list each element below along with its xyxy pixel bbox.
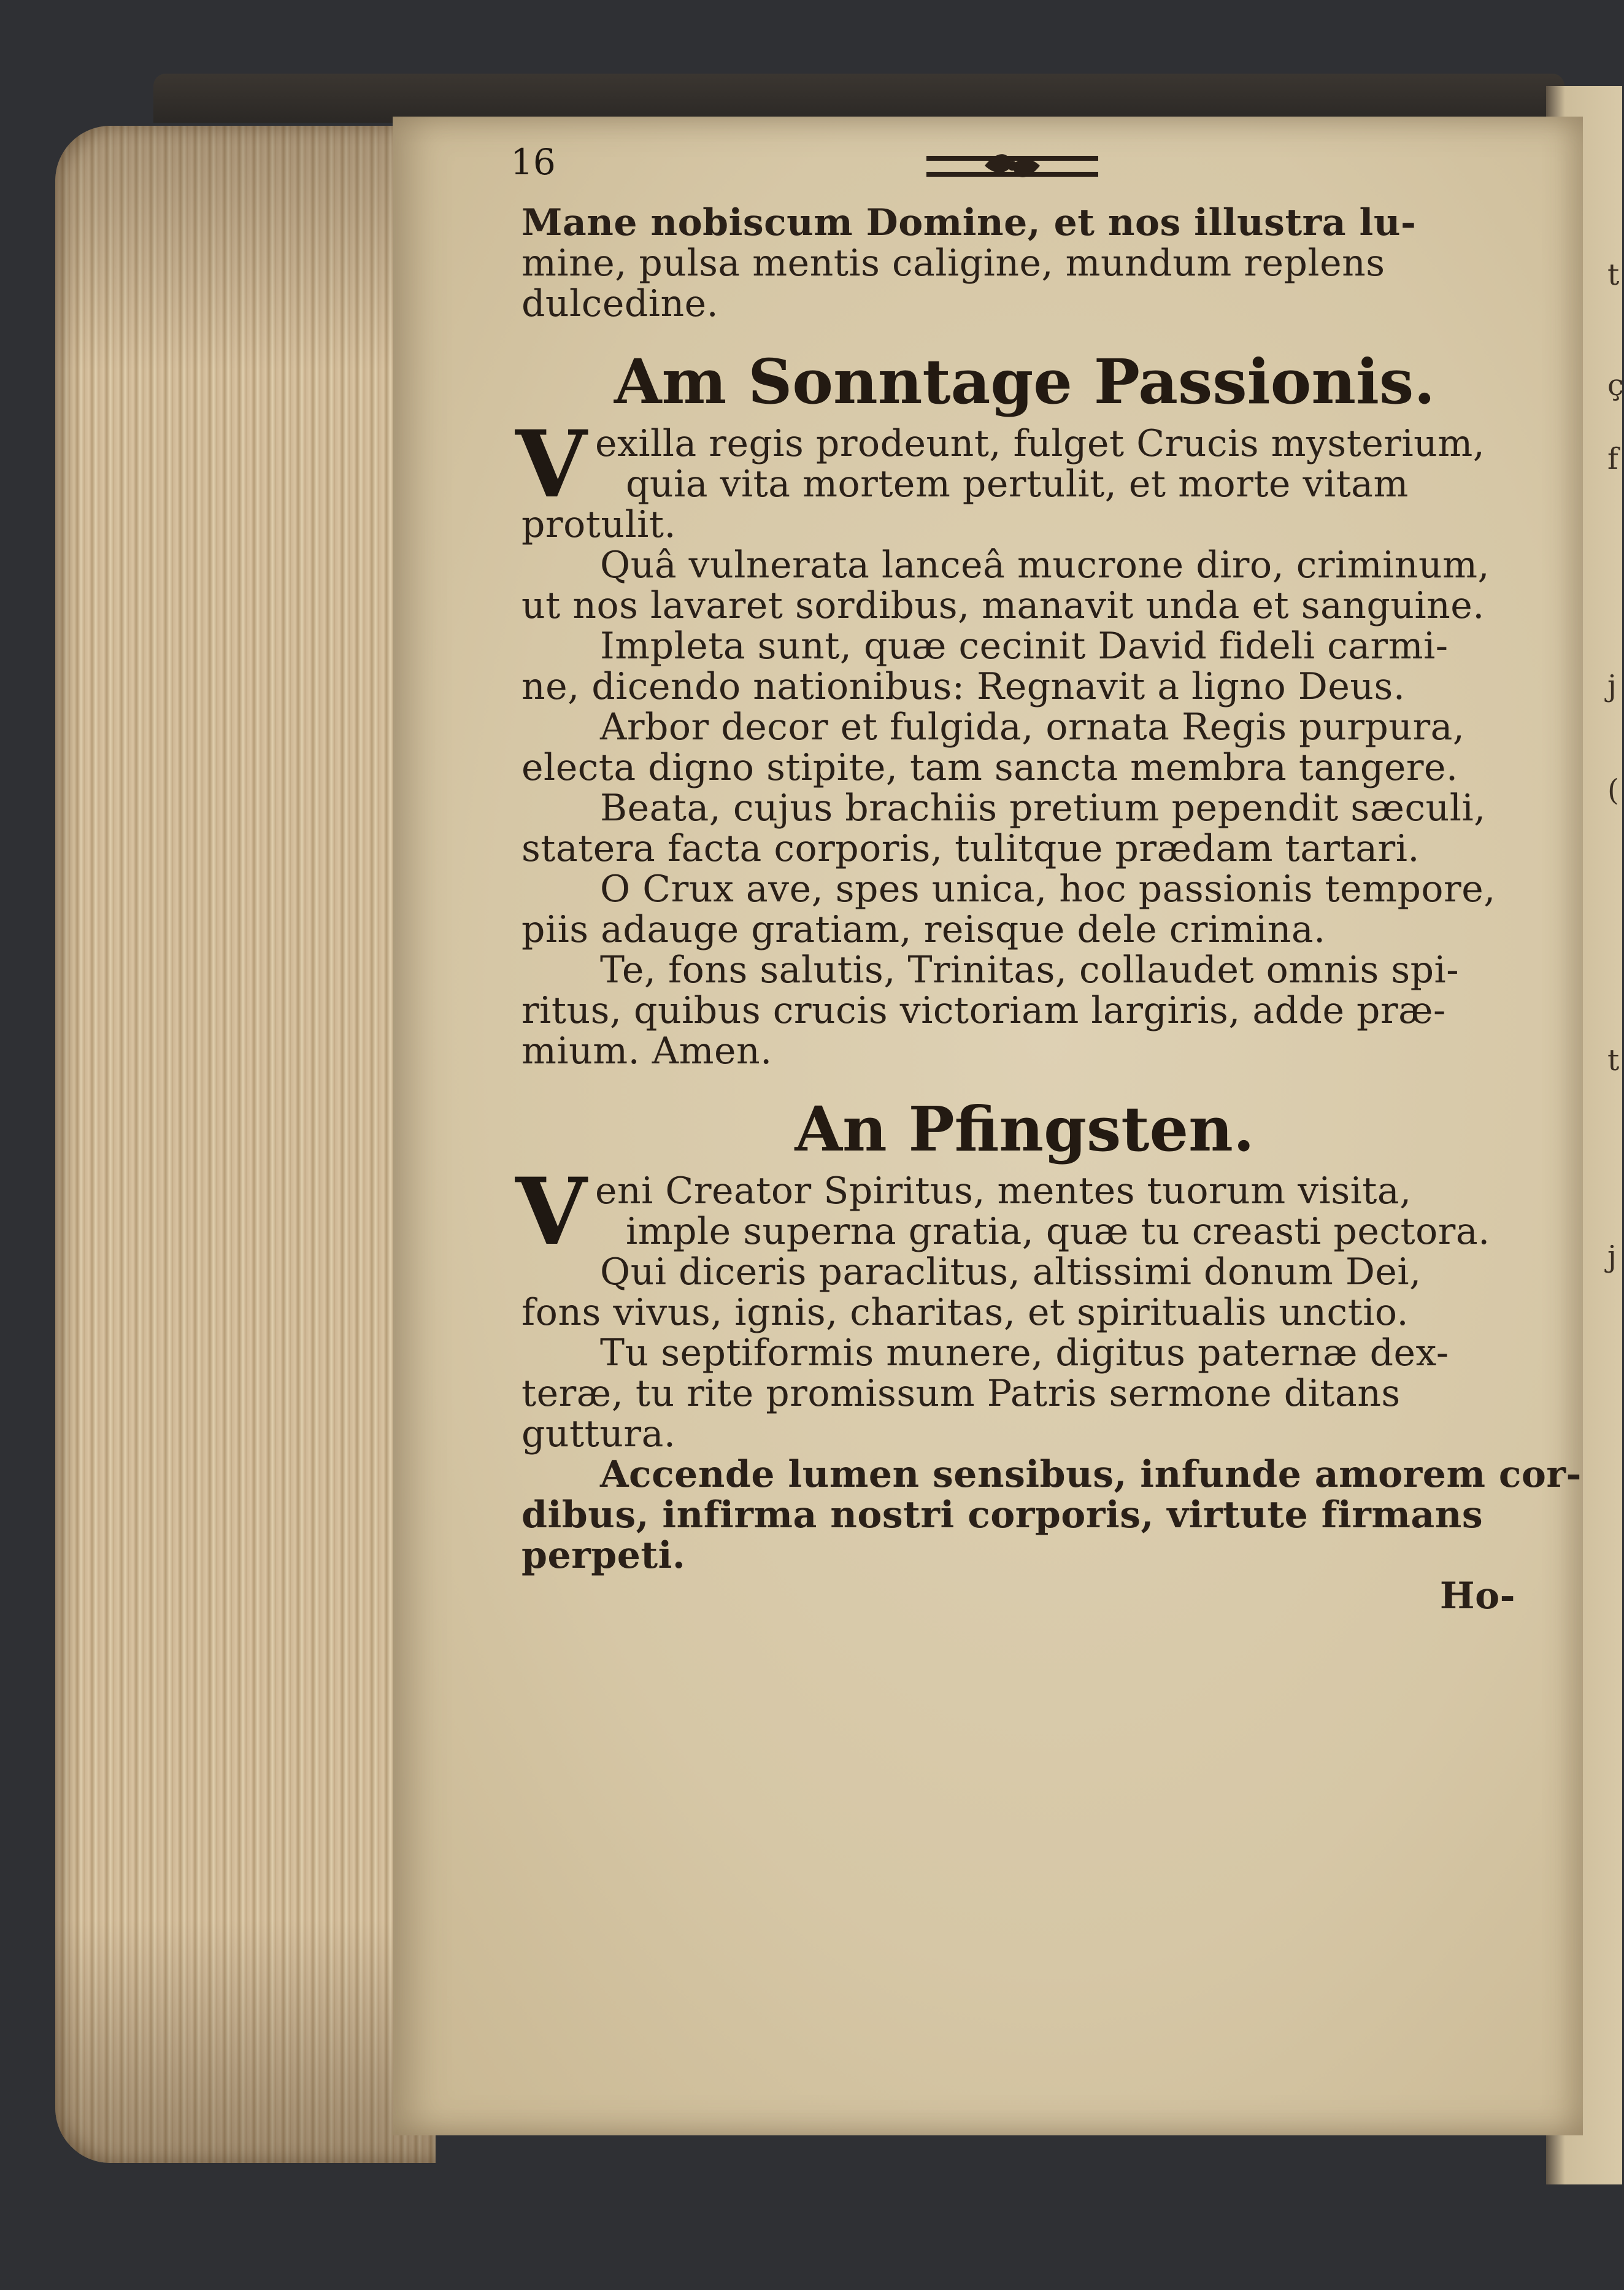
- text-line: exilla regis prodeunt, fulget Crucis mysterium,: [595, 422, 1485, 465]
- text-line: Accende lumen sensibus, infunde amorem cor-: [600, 1453, 1582, 1496]
- text-line: protulit.: [521, 503, 677, 546]
- drop-cap: V: [515, 1158, 587, 1266]
- section-heading: Am Sonntage Passionis.: [614, 345, 1436, 418]
- text-line: dulcedine.: [521, 282, 719, 325]
- page-text: [510, 141, 1582, 1617]
- text-line: ne, dicendo nationibus: Regnavit a ligno Deus.: [521, 665, 1406, 708]
- text-line: Beata, cujus brachiis pretium pependit sæculi,: [600, 787, 1486, 830]
- page-header: [510, 141, 1528, 202]
- text-line: quia vita mortem pertulit, et morte vitam: [626, 463, 1409, 506]
- catchword: Ho-: [1439, 1575, 1515, 1617]
- text-line: ut nos lavaret sordibus, manavit unda et sanguine.: [521, 584, 1485, 627]
- text-line: fons vivus, ignis, charitas, et spiritualis unctio.: [521, 1291, 1409, 1334]
- text-line: guttura.: [521, 1413, 676, 1455]
- page-number: 16: [510, 141, 556, 183]
- text-line: ritus, quibus crucis victoriam largiris, adde præ-: [521, 989, 1446, 1032]
- margin-glyph: f: [1607, 442, 1618, 476]
- hymn-veni-creator: [515, 1158, 1582, 1617]
- drop-cap: V: [515, 411, 587, 519]
- text-line: O Crux ave, spes unica, hoc passionis tempore,: [600, 868, 1496, 911]
- page-edges: [55, 126, 436, 2163]
- margin-glyph: t: [1607, 1043, 1620, 1078]
- margin-glyph: ç: [1607, 368, 1624, 403]
- text-line: imple superna gratia, quæ tu creasti pectora.: [626, 1210, 1490, 1253]
- text-line: statera facta corporis, tulitque prædam tartari.: [521, 827, 1420, 870]
- text-line: Qui diceris paraclitus, altissimi donum Dei,: [600, 1251, 1422, 1293]
- book-cover-spine: [153, 74, 1564, 123]
- text-line: Mane nobiscum Domine, et nos illustra lu-: [521, 201, 1417, 244]
- margin-glyph: t: [1607, 258, 1620, 292]
- text-line: piis adauge gratiam, reisque dele crimina.: [521, 908, 1326, 951]
- text-line: dibus, infirma nostri corporis, virtute firmans: [521, 1494, 1484, 1536]
- text-line: mine, pulsa mentis caligine, mundum replens: [521, 242, 1385, 285]
- section-heading: An Pfingsten.: [795, 1093, 1255, 1165]
- text-line: Quâ vulnerata lanceâ mucrone diro, criminum,: [600, 544, 1490, 587]
- verse-mane: [521, 202, 1528, 324]
- hymn-vexilla: [515, 411, 1528, 1073]
- text-line: electa digno stipite, tam sancta membra tangere.: [521, 746, 1458, 789]
- text-line: Tu septiformis munere, digitus paternæ dex-: [600, 1332, 1449, 1374]
- text-line: Te, fons salutis, Trinitas, collaudet omnis spi-: [600, 949, 1460, 992]
- text-line: perpeti.: [521, 1534, 686, 1577]
- text-line: Impleta sunt, quæ cecinit David fideli carmi-: [600, 625, 1449, 668]
- margin-glyph: j: [1607, 1239, 1617, 1274]
- text-line: Arbor decor et fulgida, ornata Regis purpura,: [600, 706, 1465, 749]
- margin-glyph: (: [1607, 773, 1619, 808]
- margin-glyph: j: [1607, 669, 1617, 703]
- text-line: eni Creator Spiritus, mentes tuorum visita,: [595, 1170, 1412, 1212]
- text-line: teræ, tu rite promissum Patris sermone ditans: [521, 1372, 1401, 1415]
- ornament-icon: [926, 147, 1098, 184]
- text-line: mium. Amen.: [521, 1030, 772, 1073]
